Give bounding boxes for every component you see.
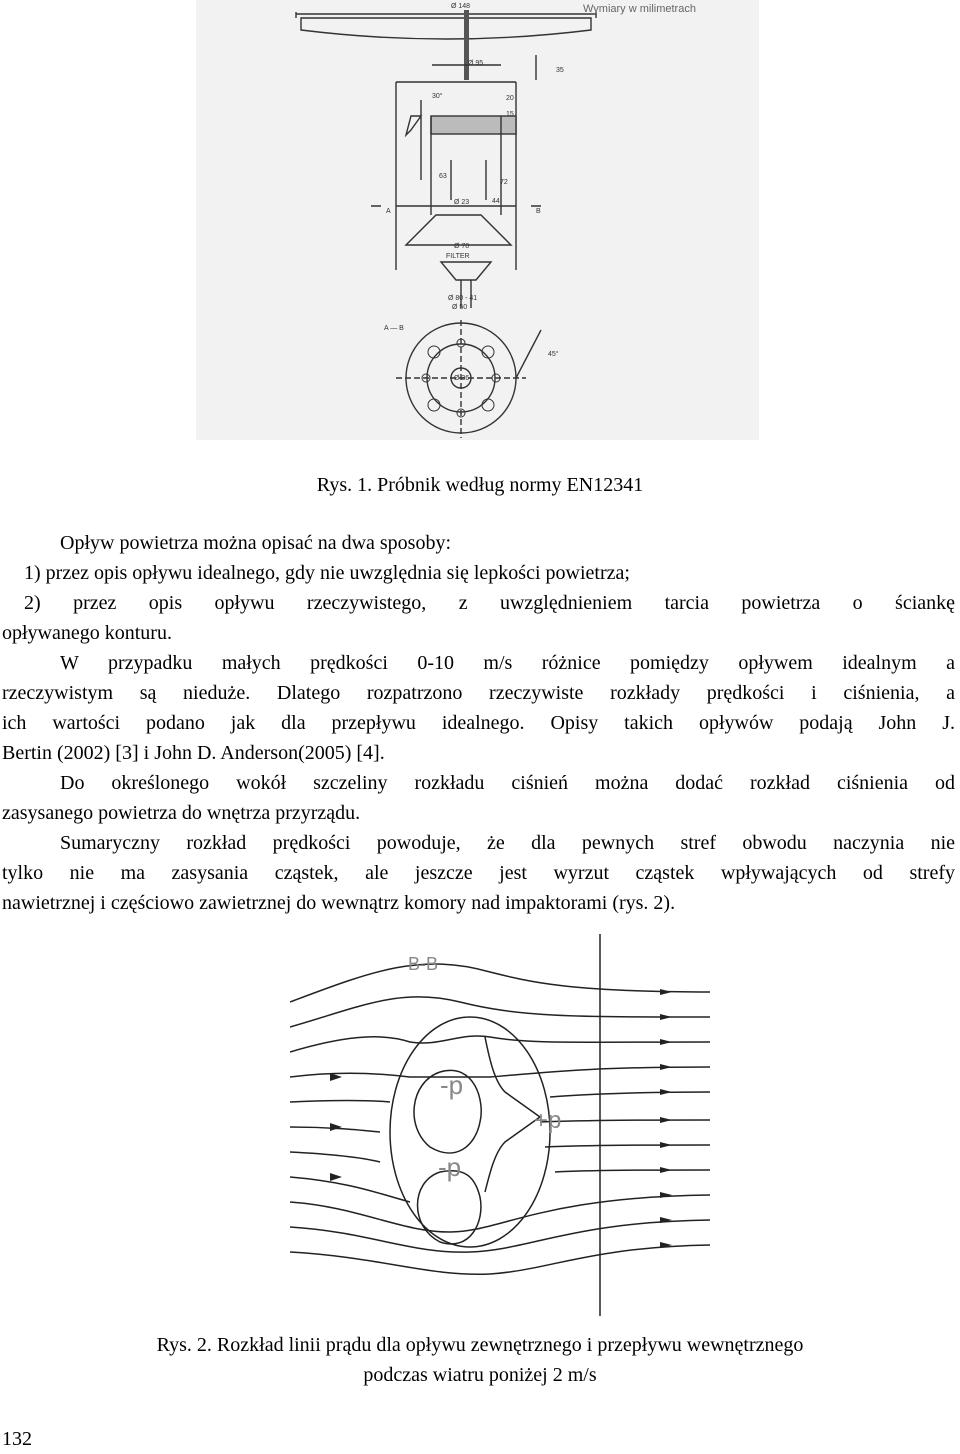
pressure-label-minus: -p bbox=[440, 1070, 464, 1100]
dim-label: Ø 78 bbox=[454, 243, 470, 250]
dim-label: 44 bbox=[492, 198, 500, 205]
dim-label: Ø 80 - 41 bbox=[448, 295, 478, 302]
dim-label: Ø 23 bbox=[454, 199, 470, 206]
dim-label: Ø 95 bbox=[468, 60, 484, 67]
text-line: Sumaryczny rozkład prędkości powoduje, że dla pewnych stref obwodu naczynia nie bbox=[60, 832, 955, 854]
body-text bbox=[2, 528, 955, 918]
figure-2-caption-line1: Rys. 2. Rozkład linii prądu dla opływu zewnętrznego i przepływu wewnętrznego bbox=[156, 1334, 804, 1356]
figure-2-caption-line2: podczas wiatru poniżej 2 m/s bbox=[363, 1364, 597, 1386]
streamline-diagram bbox=[290, 932, 710, 1322]
dim-label: 45° bbox=[548, 351, 559, 358]
dim-label: Ø 50 bbox=[452, 304, 468, 311]
dim-label: 30° bbox=[432, 93, 443, 100]
text-line: Bertin (2002) [3] i John D. Anderson(2005) [4]. bbox=[2, 742, 385, 764]
text-line: 1) przez opis opływu idealnego, gdy nie uwzględnia się lepkości powietrza; bbox=[24, 562, 630, 584]
text-line: opływanego konturu. bbox=[2, 622, 172, 644]
dim-label: 15 bbox=[506, 111, 514, 118]
section-label-b-b: B-B bbox=[408, 954, 439, 974]
pressure-label-minus: -p bbox=[438, 1152, 462, 1182]
units-note: Wymiary w milimetrach bbox=[583, 3, 696, 15]
text-line: W przypadku małych prędkości 0-10 m/s różnice pomiędzy opływem idealnym a bbox=[60, 652, 955, 674]
dim-label: 72 bbox=[500, 179, 508, 186]
text-line: rzeczywistym są nieduże. Dlatego rozpatrzono rzeczywiste rozkłady prędkości i ciśnienia, a bbox=[2, 682, 955, 704]
figure-1-caption: Rys. 1. Próbnik według normy EN12341 bbox=[316, 474, 644, 496]
section-label: A — B bbox=[384, 325, 404, 332]
figure-2-diagram bbox=[290, 932, 710, 1322]
dim-label: Ø 148 bbox=[451, 3, 471, 10]
pressure-label-plus: +p bbox=[534, 1107, 562, 1134]
section-marker-b: B bbox=[536, 208, 541, 215]
text-line: Do określonego wokół szczeliny rozkładu ciśnień można dodać rozkład ciśnienia od bbox=[60, 772, 955, 794]
sampler-technical-drawing bbox=[196, 0, 759, 440]
dim-label: 63 bbox=[439, 173, 447, 180]
text-line: zasysanego powietrza do wnętrza przyrządu. bbox=[2, 802, 361, 824]
page-number: 132 bbox=[2, 1428, 32, 1450]
figure-1-drawing bbox=[196, 0, 759, 440]
text-line: 2) przez opis opływu rzeczywistego, z uwzględnieniem tarcia powietrza o ściankę bbox=[24, 592, 955, 614]
text-line: ich wartości podano jak dla przepływu idealnego. Opisy takich opływów podają John J. bbox=[2, 712, 955, 734]
dim-label: 35 bbox=[556, 67, 564, 74]
dim-label: Ø 36 bbox=[454, 375, 470, 382]
sampler-cap bbox=[301, 18, 591, 39]
vessel-outline bbox=[390, 1017, 550, 1247]
text-line: tylko nie ma zasysania cząstek, ale jeszcze jest wyrzut cząstek wpływających od strefy bbox=[2, 862, 955, 884]
text-line: Opływ powietrza można opisać na dwa sposoby: bbox=[60, 532, 452, 554]
filter-label: FILTER bbox=[446, 253, 470, 260]
section-marker-a: A bbox=[386, 208, 391, 215]
text-line: nawietrznej i częściowo zawietrznej do wewnątrz komory nad impaktorami (rys. 2). bbox=[2, 892, 676, 914]
dim-label: 20 bbox=[506, 95, 514, 102]
